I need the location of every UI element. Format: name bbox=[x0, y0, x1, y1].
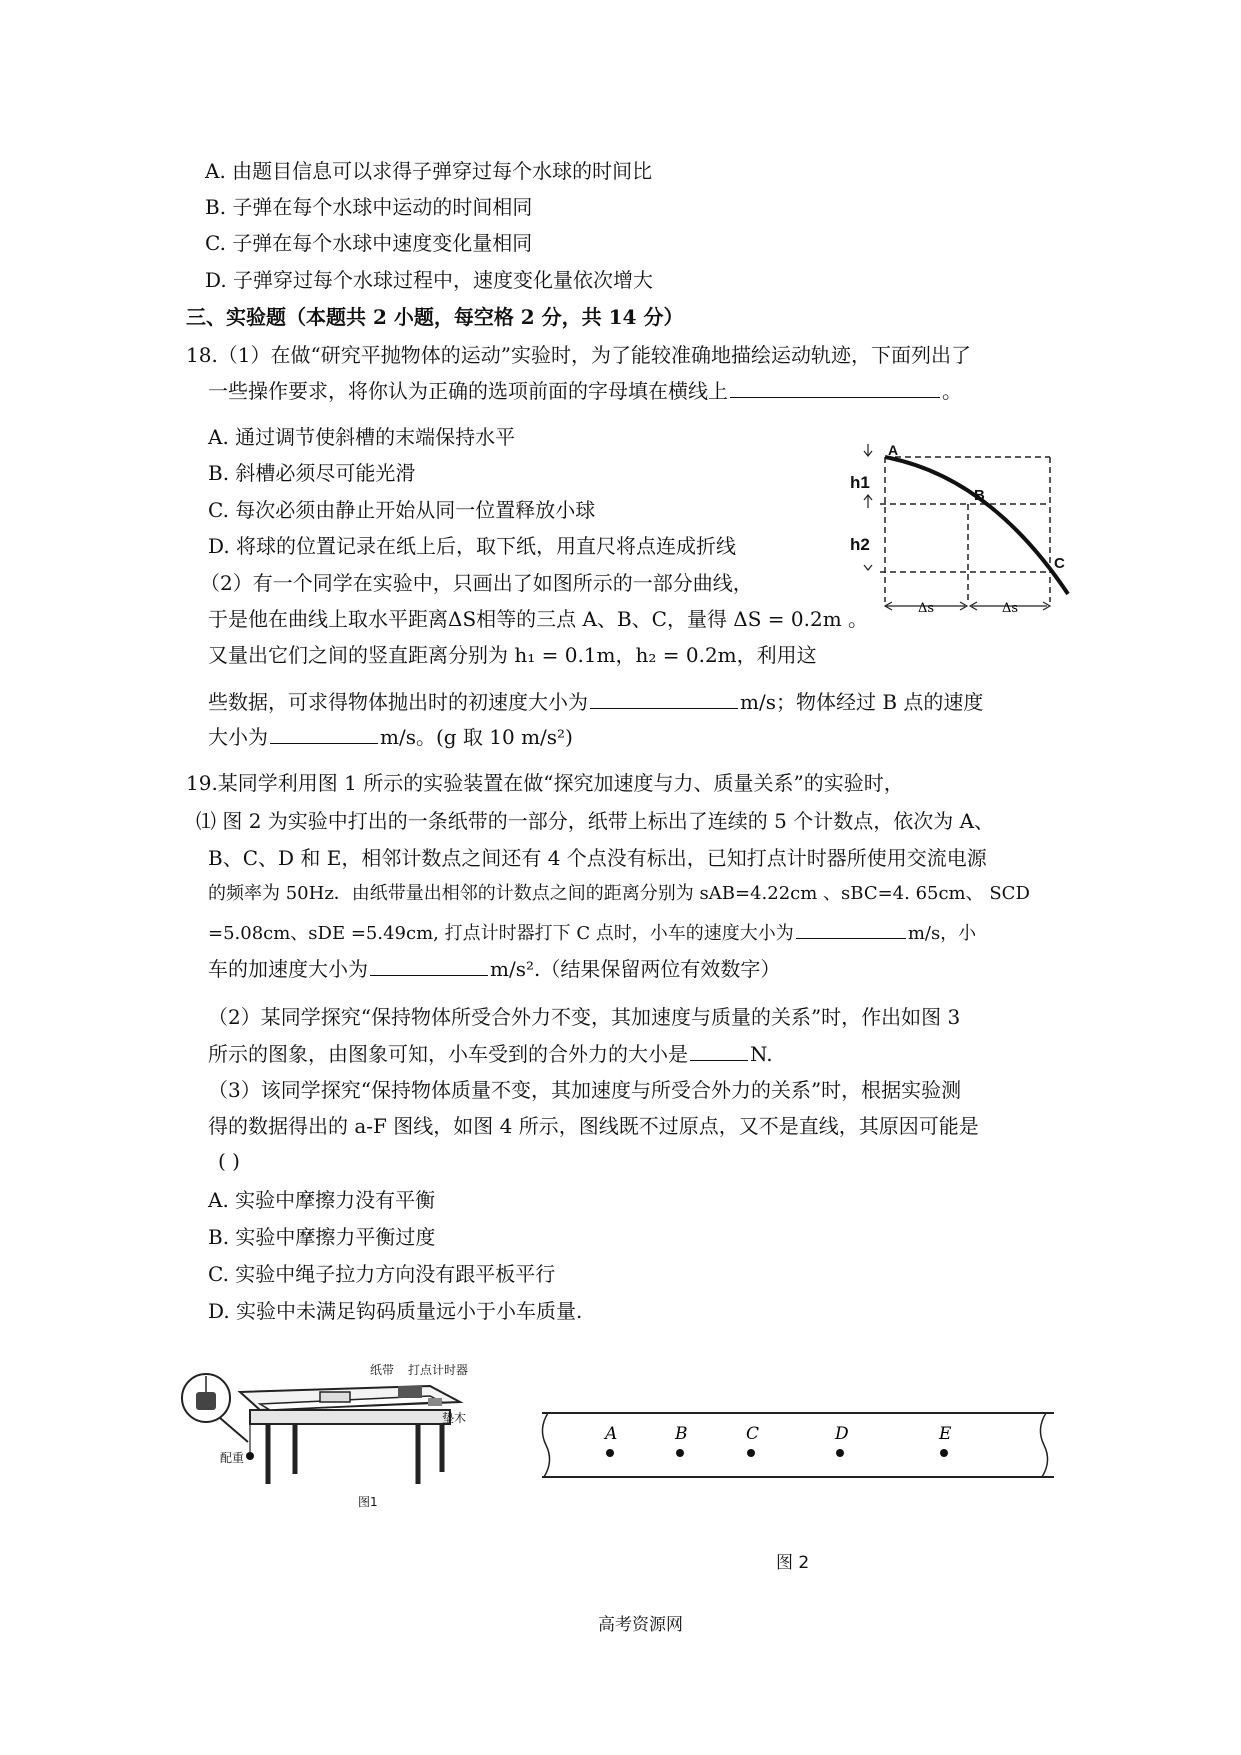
q18-line-2-text: 一些操作要求，将你认为正确的选项前面的字母填在横线上 bbox=[208, 379, 728, 403]
h2-arrowhead bbox=[864, 565, 872, 570]
q19-part1-line-5-end: m/s².（结果保留两位有效数字） bbox=[490, 957, 781, 981]
wedge-block bbox=[428, 1398, 442, 1406]
h2-label: h2 bbox=[850, 535, 870, 554]
q19-option-d: D. 实验中未满足钩码质量远小于小车质量. bbox=[208, 1299, 583, 1323]
paper-tape-figure-2 bbox=[536, 1405, 1056, 1485]
q18-option-c: C. 每次必须由静止开始从同一位置释放小球 bbox=[208, 498, 596, 522]
q19-part2-line-2 bbox=[208, 1040, 773, 1067]
q19-part1-line-5-text: 车的加速度大小为 bbox=[208, 957, 368, 981]
q19-part1-line-4 bbox=[208, 918, 976, 947]
q18-line-2 bbox=[208, 377, 962, 404]
q19-part2-line-2-text: 所示的图象，由图象可知，小车受到的合外力的大小是 bbox=[208, 1042, 688, 1066]
q19-part1-line-1: ⑴ 图 2 为实验中打出的一条纸带的一部分，纸带上标出了连续的 5 个计数点，依次为 A、 bbox=[196, 809, 995, 833]
q18-line-1: 18.（1）在做“研究平抛物体的运动”实验时，为了能较准确地描绘运动轨迹，下面列出了 bbox=[186, 343, 971, 367]
hanging-mass bbox=[246, 1452, 254, 1460]
weight-callout-line bbox=[220, 1418, 248, 1442]
ds2-label: Δs bbox=[1002, 601, 1019, 616]
q18-option-d: D. 将球的位置记录在纸上后，取下纸，用直尺将点连成折线 bbox=[208, 534, 737, 558]
h1-label: h1 bbox=[850, 473, 870, 492]
q18-answer-blank-2[interactable] bbox=[590, 688, 738, 709]
q18-part2-line-5-end: m/s。(g 取 10 m/s²) bbox=[380, 725, 573, 749]
q18-part2-line-3: 又量出它们之间的竖直距离分别为 h₁ = 0.1m，h₂ = 0.2m，利用这 bbox=[208, 643, 817, 667]
trajectory-curve bbox=[885, 457, 1068, 594]
footer-site: 高考资源网 bbox=[598, 1615, 683, 1635]
q19-part1-line-3: 的频率为 50Hz．由纸带量出相邻的计数点之间的距离分别为 sAB=4.22cm 、sBC=4. 65cm、 SCD bbox=[208, 883, 1030, 904]
q18-answer-blank-3[interactable] bbox=[270, 723, 378, 744]
tape-right-tear bbox=[1040, 1413, 1047, 1477]
tape-point-label-b: B bbox=[675, 1424, 688, 1444]
q18-part2-line-5 bbox=[208, 723, 573, 750]
q19-line-1: 19.某同学利用图 1 所示的实验装置在做“探究加速度与力、质量关系”的实验时， bbox=[186, 771, 904, 795]
q17-option-b: B. 子弹在每个水球中运动的时间相同 bbox=[205, 195, 533, 219]
q18-option-a: A. 通过调节使斜槽的末端保持水平 bbox=[208, 425, 516, 449]
cart bbox=[320, 1392, 350, 1402]
q19-option-c: C. 实验中绳子拉力方向没有跟平板平行 bbox=[208, 1262, 556, 1286]
q19-answer-blank-2[interactable] bbox=[370, 955, 488, 976]
q17-option-a: A. 由题目信息可以求得子弹穿过每个水球的时间比 bbox=[205, 159, 653, 183]
tape-dot-e bbox=[940, 1449, 948, 1457]
q18-part2-line-5-text: 大小为 bbox=[208, 725, 268, 749]
hanging-weight-icon bbox=[196, 1392, 216, 1410]
q19-part3-line-2: 得的数据得出的 a-F 图线，如图 4 所示，图线既不过原点，又不是直线，其原因可能是 bbox=[208, 1114, 979, 1138]
tape-left-tear bbox=[542, 1413, 549, 1477]
tape-point-label-e: E bbox=[939, 1424, 952, 1444]
block-label: 垫木 bbox=[442, 1411, 467, 1425]
q19-part1-line-4-end: m/s，小 bbox=[907, 923, 977, 944]
q18-part2-line-4-text: 些数据，可求得物体抛出时的初速度大小为 bbox=[208, 690, 588, 714]
tape-dot-b bbox=[676, 1449, 684, 1457]
timer-device bbox=[398, 1386, 422, 1398]
section-3-title: 三、实验题（本题共 2 小题，每空格 2 分，共 14 分） bbox=[186, 305, 684, 329]
tape-label: 纸带 bbox=[370, 1363, 395, 1377]
q19-part3-line-3: ( ) bbox=[218, 1149, 240, 1173]
tape-point-label-d: D bbox=[835, 1424, 849, 1444]
q19-part2-line-1: （2）某同学探究“保持物体所受合外力不变，其加速度与质量的关系”时，作出如图 3 bbox=[208, 1005, 961, 1029]
q19-option-b: B. 实验中摩擦力平衡过度 bbox=[208, 1225, 436, 1249]
q19-part2-line-2-end: N. bbox=[750, 1042, 773, 1066]
q18-part2-line-1: （2）有一个同学在实验中，只画出了如图所示的一部分曲线， bbox=[200, 571, 753, 595]
apparatus-figure-1 bbox=[180, 1362, 500, 1512]
tape-point-label-a: A bbox=[605, 1424, 618, 1444]
q19-part1-line-4-text: =5.08cm、sDE =5.49cm, 打点计时器打下 C 点时，小车的速度大小为 bbox=[208, 923, 794, 944]
tape-point-label-c: C bbox=[746, 1424, 760, 1444]
figure-2-caption: 图 2 bbox=[776, 1553, 810, 1573]
q18-answer-blank-1[interactable] bbox=[730, 377, 940, 398]
q18-option-b: B. 斜槽必须尽可能光滑 bbox=[208, 461, 416, 485]
q19-answer-blank-3[interactable] bbox=[690, 1040, 748, 1061]
ds1-label: Δs bbox=[918, 601, 935, 616]
q17-option-c: C. 子弹在每个水球中速度变化量相同 bbox=[205, 231, 533, 255]
weight-label: 配重 bbox=[220, 1451, 245, 1465]
q19-part3-line-1: （3）该同学探究“保持物体质量不变，其加速度与所受合外力的关系”时，根据实验测 bbox=[208, 1078, 962, 1102]
point-a-label: A bbox=[888, 442, 899, 458]
figure-1-caption: 图1 bbox=[358, 1495, 378, 1509]
q18-part2-line-2: 于是他在曲线上取水平距离ΔS相等的三点 A、B、C，量得 ΔS = 0.2m 。 bbox=[208, 607, 869, 631]
point-b-label: B bbox=[974, 487, 985, 504]
point-c-label: C bbox=[1054, 555, 1065, 572]
tape-dot-c bbox=[747, 1449, 755, 1457]
q19-part1-line-5 bbox=[208, 955, 780, 982]
q17-option-d: D. 子弹穿过每个水球过程中，速度变化量依次增大 bbox=[205, 268, 654, 292]
projectile-curve-figure bbox=[840, 442, 1070, 632]
q18-line-2-end: 。 bbox=[942, 379, 962, 403]
tape-dot-d bbox=[836, 1449, 844, 1457]
q19-option-a: A. 实验中摩擦力没有平衡 bbox=[208, 1188, 436, 1212]
timer-label: 打点计时器 bbox=[408, 1363, 469, 1377]
q19-answer-blank-1[interactable] bbox=[796, 918, 906, 939]
table-edge bbox=[250, 1410, 450, 1424]
q19-part1-line-2: B、C、D 和 E，相邻计数点之间还有 4 个点没有标出，已知打点计时器所使用交流电源 bbox=[208, 846, 987, 870]
tape-dot-a bbox=[606, 1449, 614, 1457]
q18-part2-line-4 bbox=[208, 688, 983, 715]
q18-part2-line-4-end: m/s；物体经过 B 点的速度 bbox=[740, 690, 984, 714]
